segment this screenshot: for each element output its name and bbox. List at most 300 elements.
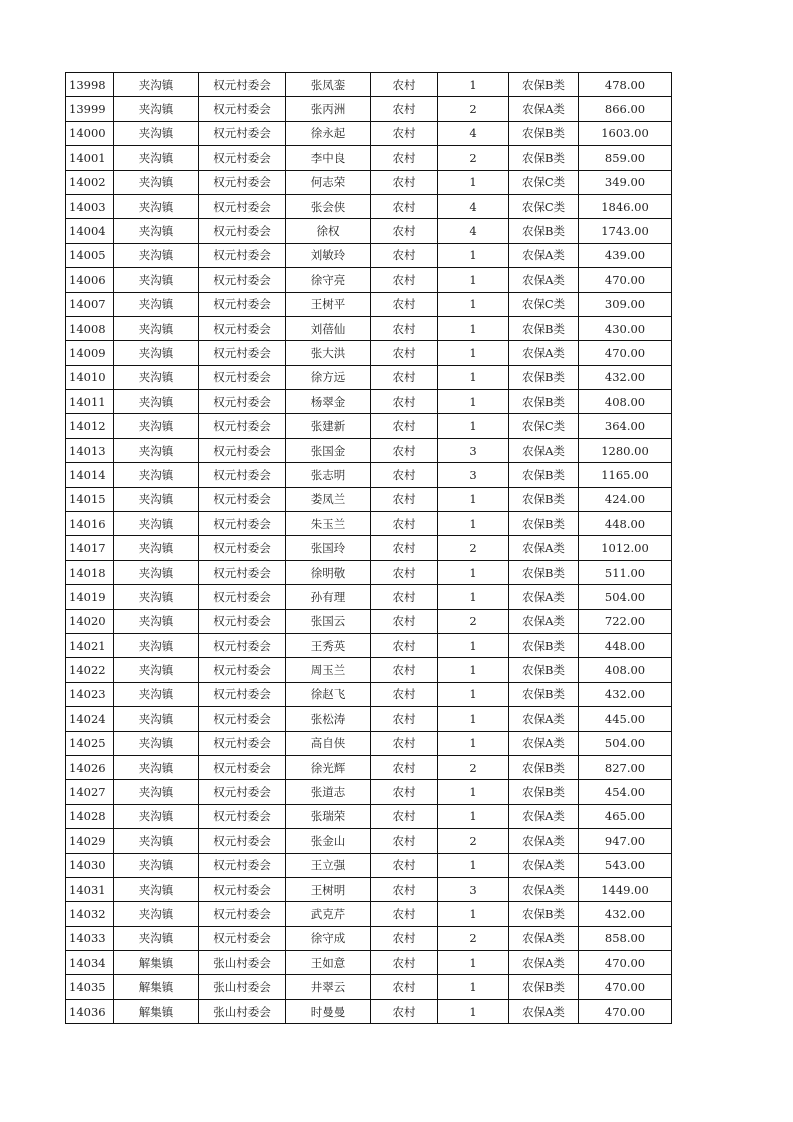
cell-category: 农保B类 — [509, 73, 579, 97]
cell-category: 农保A类 — [509, 999, 579, 1023]
cell-area: 农村 — [371, 438, 438, 462]
cell-id: 14002 — [66, 170, 114, 194]
cell-id: 14027 — [66, 780, 114, 804]
cell-area: 农村 — [371, 97, 438, 121]
cell-id: 13999 — [66, 97, 114, 121]
cell-id: 14010 — [66, 365, 114, 389]
cell-village: 权元村委会 — [199, 121, 286, 145]
cell-amount: 866.00 — [579, 97, 672, 121]
cell-village: 权元村委会 — [199, 682, 286, 706]
cell-persons: 4 — [438, 121, 509, 145]
cell-amount: 432.00 — [579, 682, 672, 706]
table-row — [66, 487, 672, 511]
cell-name: 张丙洲 — [286, 97, 371, 121]
cell-area: 农村 — [371, 292, 438, 316]
table-row — [66, 731, 672, 755]
cell-town: 夹沟镇 — [114, 512, 199, 536]
table-row — [66, 682, 672, 706]
cell-town: 夹沟镇 — [114, 365, 199, 389]
cell-town: 夹沟镇 — [114, 414, 199, 438]
cell-name: 孙有理 — [286, 585, 371, 609]
table-row — [66, 292, 672, 316]
cell-id: 14007 — [66, 292, 114, 316]
cell-persons: 1 — [438, 902, 509, 926]
cell-id: 14009 — [66, 341, 114, 365]
cell-category: 农保B类 — [509, 975, 579, 999]
cell-area: 农村 — [371, 243, 438, 267]
cell-persons: 2 — [438, 755, 509, 779]
cell-amount: 859.00 — [579, 146, 672, 170]
cell-village: 权元村委会 — [199, 268, 286, 292]
cell-town: 夹沟镇 — [114, 463, 199, 487]
table-row — [66, 390, 672, 414]
cell-name: 张金山 — [286, 829, 371, 853]
cell-town: 夹沟镇 — [114, 97, 199, 121]
cell-category: 农保A类 — [509, 536, 579, 560]
cell-persons: 1 — [438, 243, 509, 267]
cell-town: 夹沟镇 — [114, 560, 199, 584]
cell-area: 农村 — [371, 902, 438, 926]
cell-town: 夹沟镇 — [114, 780, 199, 804]
cell-category: 农保A类 — [509, 609, 579, 633]
cell-persons: 1 — [438, 365, 509, 389]
table-row — [66, 365, 672, 389]
cell-village: 权元村委会 — [199, 707, 286, 731]
cell-town: 夹沟镇 — [114, 804, 199, 828]
table-row — [66, 975, 672, 999]
cell-name: 张道志 — [286, 780, 371, 804]
cell-town: 解集镇 — [114, 951, 199, 975]
cell-category: 农保C类 — [509, 414, 579, 438]
cell-area: 农村 — [371, 633, 438, 657]
cell-village: 权元村委会 — [199, 243, 286, 267]
cell-town: 解集镇 — [114, 975, 199, 999]
cell-name: 徐方远 — [286, 365, 371, 389]
cell-amount: 430.00 — [579, 316, 672, 340]
cell-town: 夹沟镇 — [114, 633, 199, 657]
cell-persons: 1 — [438, 390, 509, 414]
cell-persons: 3 — [438, 877, 509, 901]
cell-persons: 1 — [438, 853, 509, 877]
cell-area: 农村 — [371, 487, 438, 511]
cell-category: 农保A类 — [509, 585, 579, 609]
table-row — [66, 804, 672, 828]
table-row — [66, 999, 672, 1023]
table-row — [66, 902, 672, 926]
cell-area: 农村 — [371, 365, 438, 389]
cell-persons: 4 — [438, 194, 509, 218]
table-row — [66, 926, 672, 950]
cell-category: 农保B类 — [509, 146, 579, 170]
cell-persons: 1 — [438, 512, 509, 536]
cell-amount: 470.00 — [579, 268, 672, 292]
cell-category: 农保A类 — [509, 877, 579, 901]
cell-town: 夹沟镇 — [114, 121, 199, 145]
cell-category: 农保B类 — [509, 658, 579, 682]
cell-village: 权元村委会 — [199, 292, 286, 316]
cell-area: 农村 — [371, 877, 438, 901]
cell-town: 夹沟镇 — [114, 585, 199, 609]
cell-town: 夹沟镇 — [114, 194, 199, 218]
cell-area: 农村 — [371, 146, 438, 170]
cell-amount: 1743.00 — [579, 219, 672, 243]
cell-persons: 1 — [438, 731, 509, 755]
cell-persons: 2 — [438, 97, 509, 121]
cell-amount: 947.00 — [579, 829, 672, 853]
cell-amount: 478.00 — [579, 73, 672, 97]
cell-amount: 445.00 — [579, 707, 672, 731]
cell-persons: 1 — [438, 560, 509, 584]
cell-area: 农村 — [371, 731, 438, 755]
cell-persons: 2 — [438, 609, 509, 633]
cell-area: 农村 — [371, 609, 438, 633]
cell-area: 农村 — [371, 219, 438, 243]
cell-category: 农保B类 — [509, 316, 579, 340]
table-row — [66, 755, 672, 779]
cell-village: 张山村委会 — [199, 999, 286, 1023]
cell-village: 权元村委会 — [199, 804, 286, 828]
cell-name: 王树平 — [286, 292, 371, 316]
cell-town: 夹沟镇 — [114, 170, 199, 194]
cell-village: 权元村委会 — [199, 390, 286, 414]
cell-id: 14020 — [66, 609, 114, 633]
cell-persons: 1 — [438, 975, 509, 999]
cell-village: 权元村委会 — [199, 97, 286, 121]
cell-amount: 470.00 — [579, 999, 672, 1023]
cell-amount: 309.00 — [579, 292, 672, 316]
cell-area: 农村 — [371, 926, 438, 950]
cell-village: 权元村委会 — [199, 560, 286, 584]
cell-category: 农保B类 — [509, 560, 579, 584]
cell-village: 权元村委会 — [199, 219, 286, 243]
cell-name: 井翠云 — [286, 975, 371, 999]
cell-village: 张山村委会 — [199, 951, 286, 975]
cell-village: 权元村委会 — [199, 926, 286, 950]
cell-area: 农村 — [371, 804, 438, 828]
cell-area: 农村 — [371, 341, 438, 365]
cell-amount: 448.00 — [579, 633, 672, 657]
cell-village: 张山村委会 — [199, 975, 286, 999]
cell-village: 权元村委会 — [199, 487, 286, 511]
cell-category: 农保A类 — [509, 731, 579, 755]
table-row — [66, 853, 672, 877]
cell-area: 农村 — [371, 951, 438, 975]
cell-persons: 3 — [438, 463, 509, 487]
cell-category: 农保A类 — [509, 951, 579, 975]
cell-amount: 470.00 — [579, 975, 672, 999]
cell-persons: 1 — [438, 292, 509, 316]
cell-amount: 1846.00 — [579, 194, 672, 218]
cell-persons: 1 — [438, 999, 509, 1023]
table-row — [66, 121, 672, 145]
cell-area: 农村 — [371, 73, 438, 97]
cell-persons: 1 — [438, 487, 509, 511]
cell-name: 张松涛 — [286, 707, 371, 731]
cell-name: 高自侠 — [286, 731, 371, 755]
cell-area: 农村 — [371, 316, 438, 340]
cell-name: 王树明 — [286, 877, 371, 901]
cell-amount: 1012.00 — [579, 536, 672, 560]
cell-name: 王秀英 — [286, 633, 371, 657]
cell-amount: 543.00 — [579, 853, 672, 877]
table-row — [66, 829, 672, 853]
cell-town: 夹沟镇 — [114, 829, 199, 853]
cell-name: 徐守亮 — [286, 268, 371, 292]
cell-persons: 1 — [438, 633, 509, 657]
cell-town: 夹沟镇 — [114, 268, 199, 292]
table-row — [66, 438, 672, 462]
cell-id: 14008 — [66, 316, 114, 340]
cell-name: 朱玉兰 — [286, 512, 371, 536]
table-row — [66, 633, 672, 657]
cell-id: 14031 — [66, 877, 114, 901]
cell-amount: 424.00 — [579, 487, 672, 511]
cell-village: 权元村委会 — [199, 438, 286, 462]
cell-village: 权元村委会 — [199, 146, 286, 170]
cell-town: 夹沟镇 — [114, 731, 199, 755]
cell-id: 14032 — [66, 902, 114, 926]
cell-amount: 408.00 — [579, 390, 672, 414]
cell-village: 权元村委会 — [199, 194, 286, 218]
cell-persons: 1 — [438, 268, 509, 292]
cell-persons: 1 — [438, 658, 509, 682]
cell-name: 娄凤兰 — [286, 487, 371, 511]
cell-town: 夹沟镇 — [114, 219, 199, 243]
cell-amount: 439.00 — [579, 243, 672, 267]
cell-name: 张国玲 — [286, 536, 371, 560]
cell-category: 农保A类 — [509, 804, 579, 828]
cell-area: 农村 — [371, 658, 438, 682]
cell-name: 张会侠 — [286, 194, 371, 218]
cell-amount: 432.00 — [579, 902, 672, 926]
table-row — [66, 536, 672, 560]
table-row — [66, 951, 672, 975]
cell-persons: 1 — [438, 780, 509, 804]
records-table — [65, 72, 672, 1024]
cell-id: 14003 — [66, 194, 114, 218]
cell-name: 李中良 — [286, 146, 371, 170]
cell-id: 14012 — [66, 414, 114, 438]
cell-category: 农保A类 — [509, 829, 579, 853]
cell-id: 14026 — [66, 755, 114, 779]
cell-area: 农村 — [371, 463, 438, 487]
cell-category: 农保A类 — [509, 438, 579, 462]
cell-area: 农村 — [371, 560, 438, 584]
cell-persons: 1 — [438, 585, 509, 609]
cell-amount: 1603.00 — [579, 121, 672, 145]
cell-category: 农保C类 — [509, 194, 579, 218]
cell-name: 刘蓓仙 — [286, 316, 371, 340]
cell-town: 夹沟镇 — [114, 243, 199, 267]
cell-village: 权元村委会 — [199, 829, 286, 853]
cell-area: 农村 — [371, 414, 438, 438]
cell-id: 14035 — [66, 975, 114, 999]
cell-name: 何志荣 — [286, 170, 371, 194]
cell-village: 权元村委会 — [199, 73, 286, 97]
table-row — [66, 194, 672, 218]
cell-persons: 1 — [438, 316, 509, 340]
cell-name: 张大洪 — [286, 341, 371, 365]
cell-category: 农保B类 — [509, 633, 579, 657]
table-row — [66, 463, 672, 487]
cell-name: 张凤銮 — [286, 73, 371, 97]
cell-amount: 827.00 — [579, 755, 672, 779]
cell-amount: 722.00 — [579, 609, 672, 633]
cell-area: 农村 — [371, 390, 438, 414]
cell-id: 14018 — [66, 560, 114, 584]
cell-id: 13998 — [66, 73, 114, 97]
cell-category: 农保B类 — [509, 512, 579, 536]
table-row — [66, 707, 672, 731]
cell-area: 农村 — [371, 999, 438, 1023]
cell-village: 权元村委会 — [199, 536, 286, 560]
cell-amount: 511.00 — [579, 560, 672, 584]
table-row — [66, 585, 672, 609]
cell-village: 权元村委会 — [199, 512, 286, 536]
cell-persons: 2 — [438, 829, 509, 853]
cell-village: 权元村委会 — [199, 414, 286, 438]
table-row — [66, 243, 672, 267]
cell-id: 14036 — [66, 999, 114, 1023]
cell-amount: 1165.00 — [579, 463, 672, 487]
cell-persons: 1 — [438, 170, 509, 194]
cell-village: 权元村委会 — [199, 853, 286, 877]
cell-area: 农村 — [371, 755, 438, 779]
cell-town: 夹沟镇 — [114, 438, 199, 462]
cell-amount: 858.00 — [579, 926, 672, 950]
cell-id: 14015 — [66, 487, 114, 511]
cell-town: 夹沟镇 — [114, 682, 199, 706]
cell-id: 14000 — [66, 121, 114, 145]
cell-name: 王如意 — [286, 951, 371, 975]
cell-town: 夹沟镇 — [114, 390, 199, 414]
cell-persons: 2 — [438, 926, 509, 950]
cell-town: 夹沟镇 — [114, 536, 199, 560]
cell-area: 农村 — [371, 536, 438, 560]
cell-persons: 1 — [438, 341, 509, 365]
cell-name: 时曼曼 — [286, 999, 371, 1023]
cell-village: 权元村委会 — [199, 780, 286, 804]
cell-id: 14030 — [66, 853, 114, 877]
cell-village: 权元村委会 — [199, 633, 286, 657]
cell-village: 权元村委会 — [199, 170, 286, 194]
cell-persons: 2 — [438, 146, 509, 170]
cell-town: 解集镇 — [114, 999, 199, 1023]
cell-id: 14028 — [66, 804, 114, 828]
cell-town: 夹沟镇 — [114, 658, 199, 682]
cell-id: 14033 — [66, 926, 114, 950]
cell-town: 夹沟镇 — [114, 877, 199, 901]
cell-id: 14025 — [66, 731, 114, 755]
cell-town: 夹沟镇 — [114, 316, 199, 340]
cell-village: 权元村委会 — [199, 316, 286, 340]
cell-id: 14005 — [66, 243, 114, 267]
cell-town: 夹沟镇 — [114, 146, 199, 170]
cell-id: 14016 — [66, 512, 114, 536]
cell-persons: 1 — [438, 414, 509, 438]
cell-town: 夹沟镇 — [114, 73, 199, 97]
table-row — [66, 560, 672, 584]
cell-amount: 465.00 — [579, 804, 672, 828]
cell-id: 14034 — [66, 951, 114, 975]
cell-name: 张国云 — [286, 609, 371, 633]
cell-category: 农保A类 — [509, 97, 579, 121]
cell-amount: 364.00 — [579, 414, 672, 438]
table-row — [66, 316, 672, 340]
cell-town: 夹沟镇 — [114, 926, 199, 950]
cell-name: 武克芹 — [286, 902, 371, 926]
cell-area: 农村 — [371, 194, 438, 218]
cell-area: 农村 — [371, 121, 438, 145]
cell-area: 农村 — [371, 829, 438, 853]
cell-name: 徐守成 — [286, 926, 371, 950]
cell-id: 14011 — [66, 390, 114, 414]
cell-village: 权元村委会 — [199, 463, 286, 487]
cell-category: 农保B类 — [509, 487, 579, 511]
table-row — [66, 414, 672, 438]
cell-town: 夹沟镇 — [114, 341, 199, 365]
cell-category: 农保A类 — [509, 853, 579, 877]
cell-area: 农村 — [371, 707, 438, 731]
cell-category: 农保B类 — [509, 463, 579, 487]
cell-category: 农保B类 — [509, 682, 579, 706]
cell-id: 14019 — [66, 585, 114, 609]
cell-village: 权元村委会 — [199, 731, 286, 755]
cell-town: 夹沟镇 — [114, 487, 199, 511]
cell-village: 权元村委会 — [199, 365, 286, 389]
cell-amount: 1280.00 — [579, 438, 672, 462]
cell-name: 刘敏玲 — [286, 243, 371, 267]
cell-id: 14014 — [66, 463, 114, 487]
cell-amount: 1449.00 — [579, 877, 672, 901]
cell-amount: 504.00 — [579, 585, 672, 609]
table-row — [66, 268, 672, 292]
cell-id: 14029 — [66, 829, 114, 853]
cell-category: 农保B类 — [509, 219, 579, 243]
cell-amount: 448.00 — [579, 512, 672, 536]
cell-amount: 349.00 — [579, 170, 672, 194]
cell-category: 农保C类 — [509, 170, 579, 194]
cell-amount: 470.00 — [579, 951, 672, 975]
table-body — [66, 73, 672, 1024]
cell-category: 农保B类 — [509, 780, 579, 804]
cell-id: 14001 — [66, 146, 114, 170]
cell-persons: 1 — [438, 707, 509, 731]
cell-category: 农保A类 — [509, 243, 579, 267]
cell-category: 农保C类 — [509, 292, 579, 316]
cell-town: 夹沟镇 — [114, 902, 199, 926]
cell-name: 周玉兰 — [286, 658, 371, 682]
table-row — [66, 512, 672, 536]
cell-area: 农村 — [371, 170, 438, 194]
cell-id: 14004 — [66, 219, 114, 243]
cell-area: 农村 — [371, 512, 438, 536]
cell-village: 权元村委会 — [199, 902, 286, 926]
cell-category: 农保A类 — [509, 268, 579, 292]
cell-village: 权元村委会 — [199, 658, 286, 682]
cell-name: 徐权 — [286, 219, 371, 243]
cell-name: 徐赵飞 — [286, 682, 371, 706]
cell-id: 14017 — [66, 536, 114, 560]
table-row — [66, 780, 672, 804]
cell-area: 农村 — [371, 780, 438, 804]
cell-category: 农保B类 — [509, 755, 579, 779]
cell-name: 张建新 — [286, 414, 371, 438]
cell-name: 杨翠金 — [286, 390, 371, 414]
cell-category: 农保A类 — [509, 707, 579, 731]
cell-id: 14013 — [66, 438, 114, 462]
table-row — [66, 658, 672, 682]
